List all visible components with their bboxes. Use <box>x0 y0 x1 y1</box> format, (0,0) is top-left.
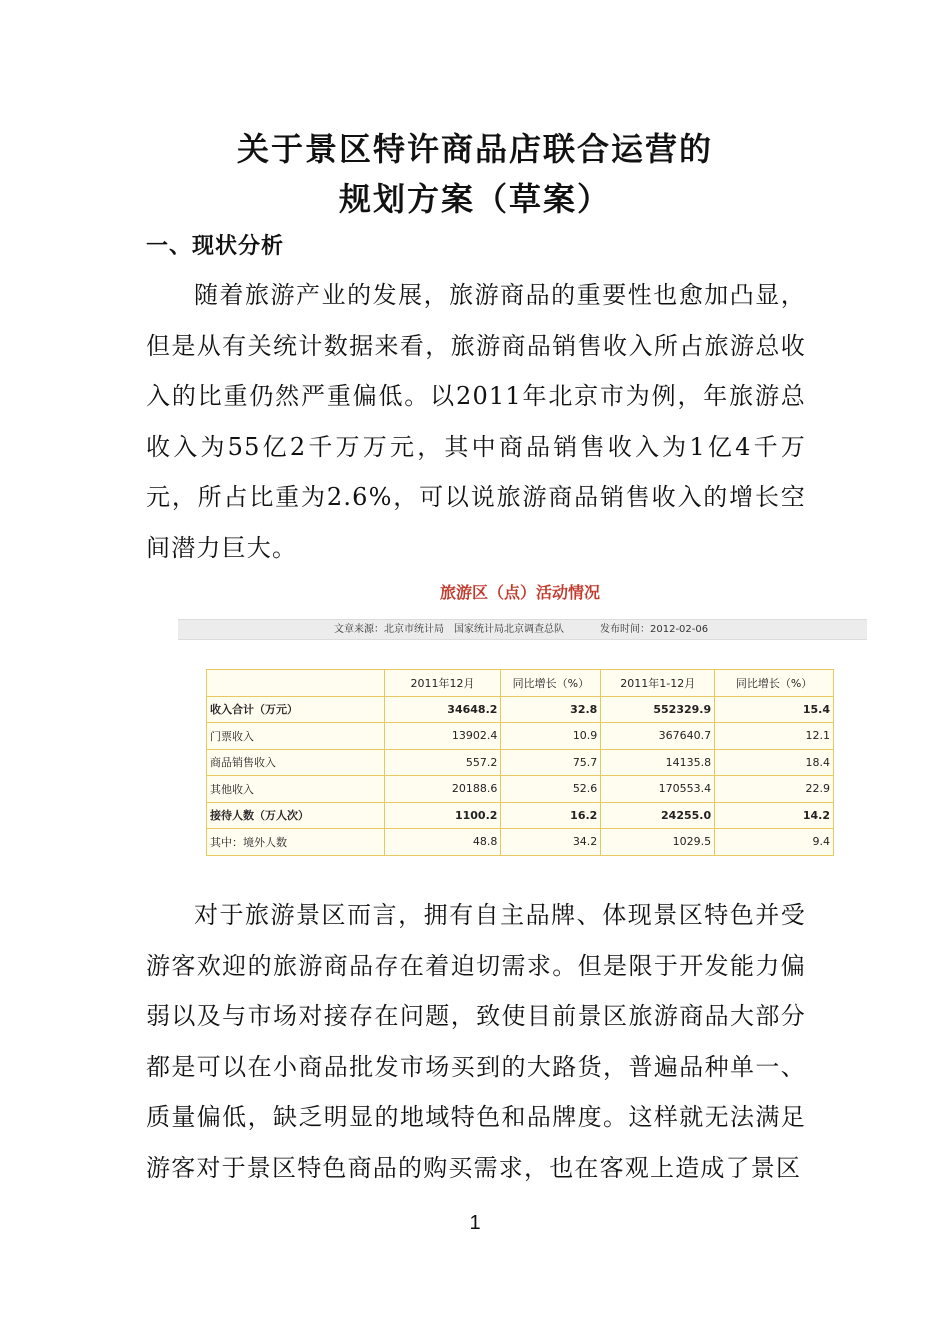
stat-published-date: 发布时间：2012-02-06 <box>600 624 709 635</box>
table-cell: 367640.7 <box>601 723 715 750</box>
document-title-line1: 关于景区特许商品店联合运营的 <box>236 130 713 168</box>
table-cell: 557.2 <box>384 749 501 776</box>
table-header-cell: 2011年1-12月 <box>601 670 715 697</box>
table-cell: 9.4 <box>715 829 834 856</box>
table-cell: 13902.4 <box>384 723 501 750</box>
table-row <box>207 776 834 803</box>
table-cell: 48.8 <box>384 829 501 856</box>
table-header-cell: 同比增长（%） <box>715 670 834 697</box>
table-row <box>207 829 834 856</box>
stats-table <box>206 669 834 856</box>
stat-source-bar <box>178 619 867 640</box>
paragraph-scenic-area: 对于旅游景区而言，拥有自主品牌、体现景区特色并受游客欢迎的旅游商品存在着迫切需求。但是限于开发能力偏弱以及与市场对接存在问题，致使目前景区旅游商品大部分都是可以在小商品批发市场买到的大路货，普遍品种单一、质量偏低，缺乏明显的地域特色和品牌度。这样就无法满足游客对于景区特色商品的购买需求，也在客观上造成了景区 <box>146 901 806 1182</box>
table-cell: 24255.0 <box>601 802 715 829</box>
table-cell: 15.4 <box>715 696 834 723</box>
stat-image-title: 旅游区（点）活动情况 <box>439 583 600 602</box>
table-cell: 34.2 <box>501 829 601 856</box>
page-number: 1 <box>469 1212 481 1234</box>
table-header-cell: 同比增长（%） <box>501 670 601 697</box>
table-cell: 1100.2 <box>384 802 501 829</box>
table-cell: 10.9 <box>501 723 601 750</box>
table-cell: 14.2 <box>715 802 834 829</box>
table-row-label: 其他收入 <box>207 776 385 803</box>
table-row <box>207 723 834 750</box>
table-cell: 12.1 <box>715 723 834 750</box>
table-header-row <box>207 670 834 697</box>
table-cell: 32.8 <box>501 696 601 723</box>
table-row <box>207 696 834 723</box>
table-row <box>207 749 834 776</box>
table-header-cell <box>207 670 385 697</box>
table-cell: 18.4 <box>715 749 834 776</box>
table-cell: 75.7 <box>501 749 601 776</box>
table-cell: 22.9 <box>715 776 834 803</box>
document-title-line2: 规划方案（草案） <box>338 180 611 218</box>
table-row-label: 接待人数（万人次） <box>207 802 385 829</box>
table-cell: 1029.5 <box>601 829 715 856</box>
table-cell: 34648.2 <box>384 696 501 723</box>
table-cell: 16.2 <box>501 802 601 829</box>
table-row-label: 门票收入 <box>207 723 385 750</box>
table-cell: 20188.6 <box>384 776 501 803</box>
paragraph-intro: 随着旅游产业的发展，旅游商品的重要性也愈加凸显，但是从有关统计数据来看，旅游商品销售收入所占旅游总收入的比重仍然严重偏低。以2011年北京市为例，年旅游总收入为55亿2千万万元，其中商品销售收入为1亿4千万元，所占比重为2.6%，可以说旅游商品销售收入的增长空间潜力巨大。 <box>146 281 806 562</box>
table-row-label: 收入合计（万元） <box>207 696 385 723</box>
table-cell: 52.6 <box>501 776 601 803</box>
table-cell: 14135.8 <box>601 749 715 776</box>
table-cell: 170553.4 <box>601 776 715 803</box>
stat-source: 文章来源：北京市统计局 国家统计局北京调查总队 <box>334 624 564 635</box>
table-row-label: 其中：境外人数 <box>207 829 385 856</box>
section-heading: 一、现状分析 <box>146 234 285 259</box>
table-cell: 552329.9 <box>601 696 715 723</box>
table-row-label: 商品销售收入 <box>207 749 385 776</box>
table-header-cell: 2011年12月 <box>384 670 501 697</box>
table-row <box>207 802 834 829</box>
